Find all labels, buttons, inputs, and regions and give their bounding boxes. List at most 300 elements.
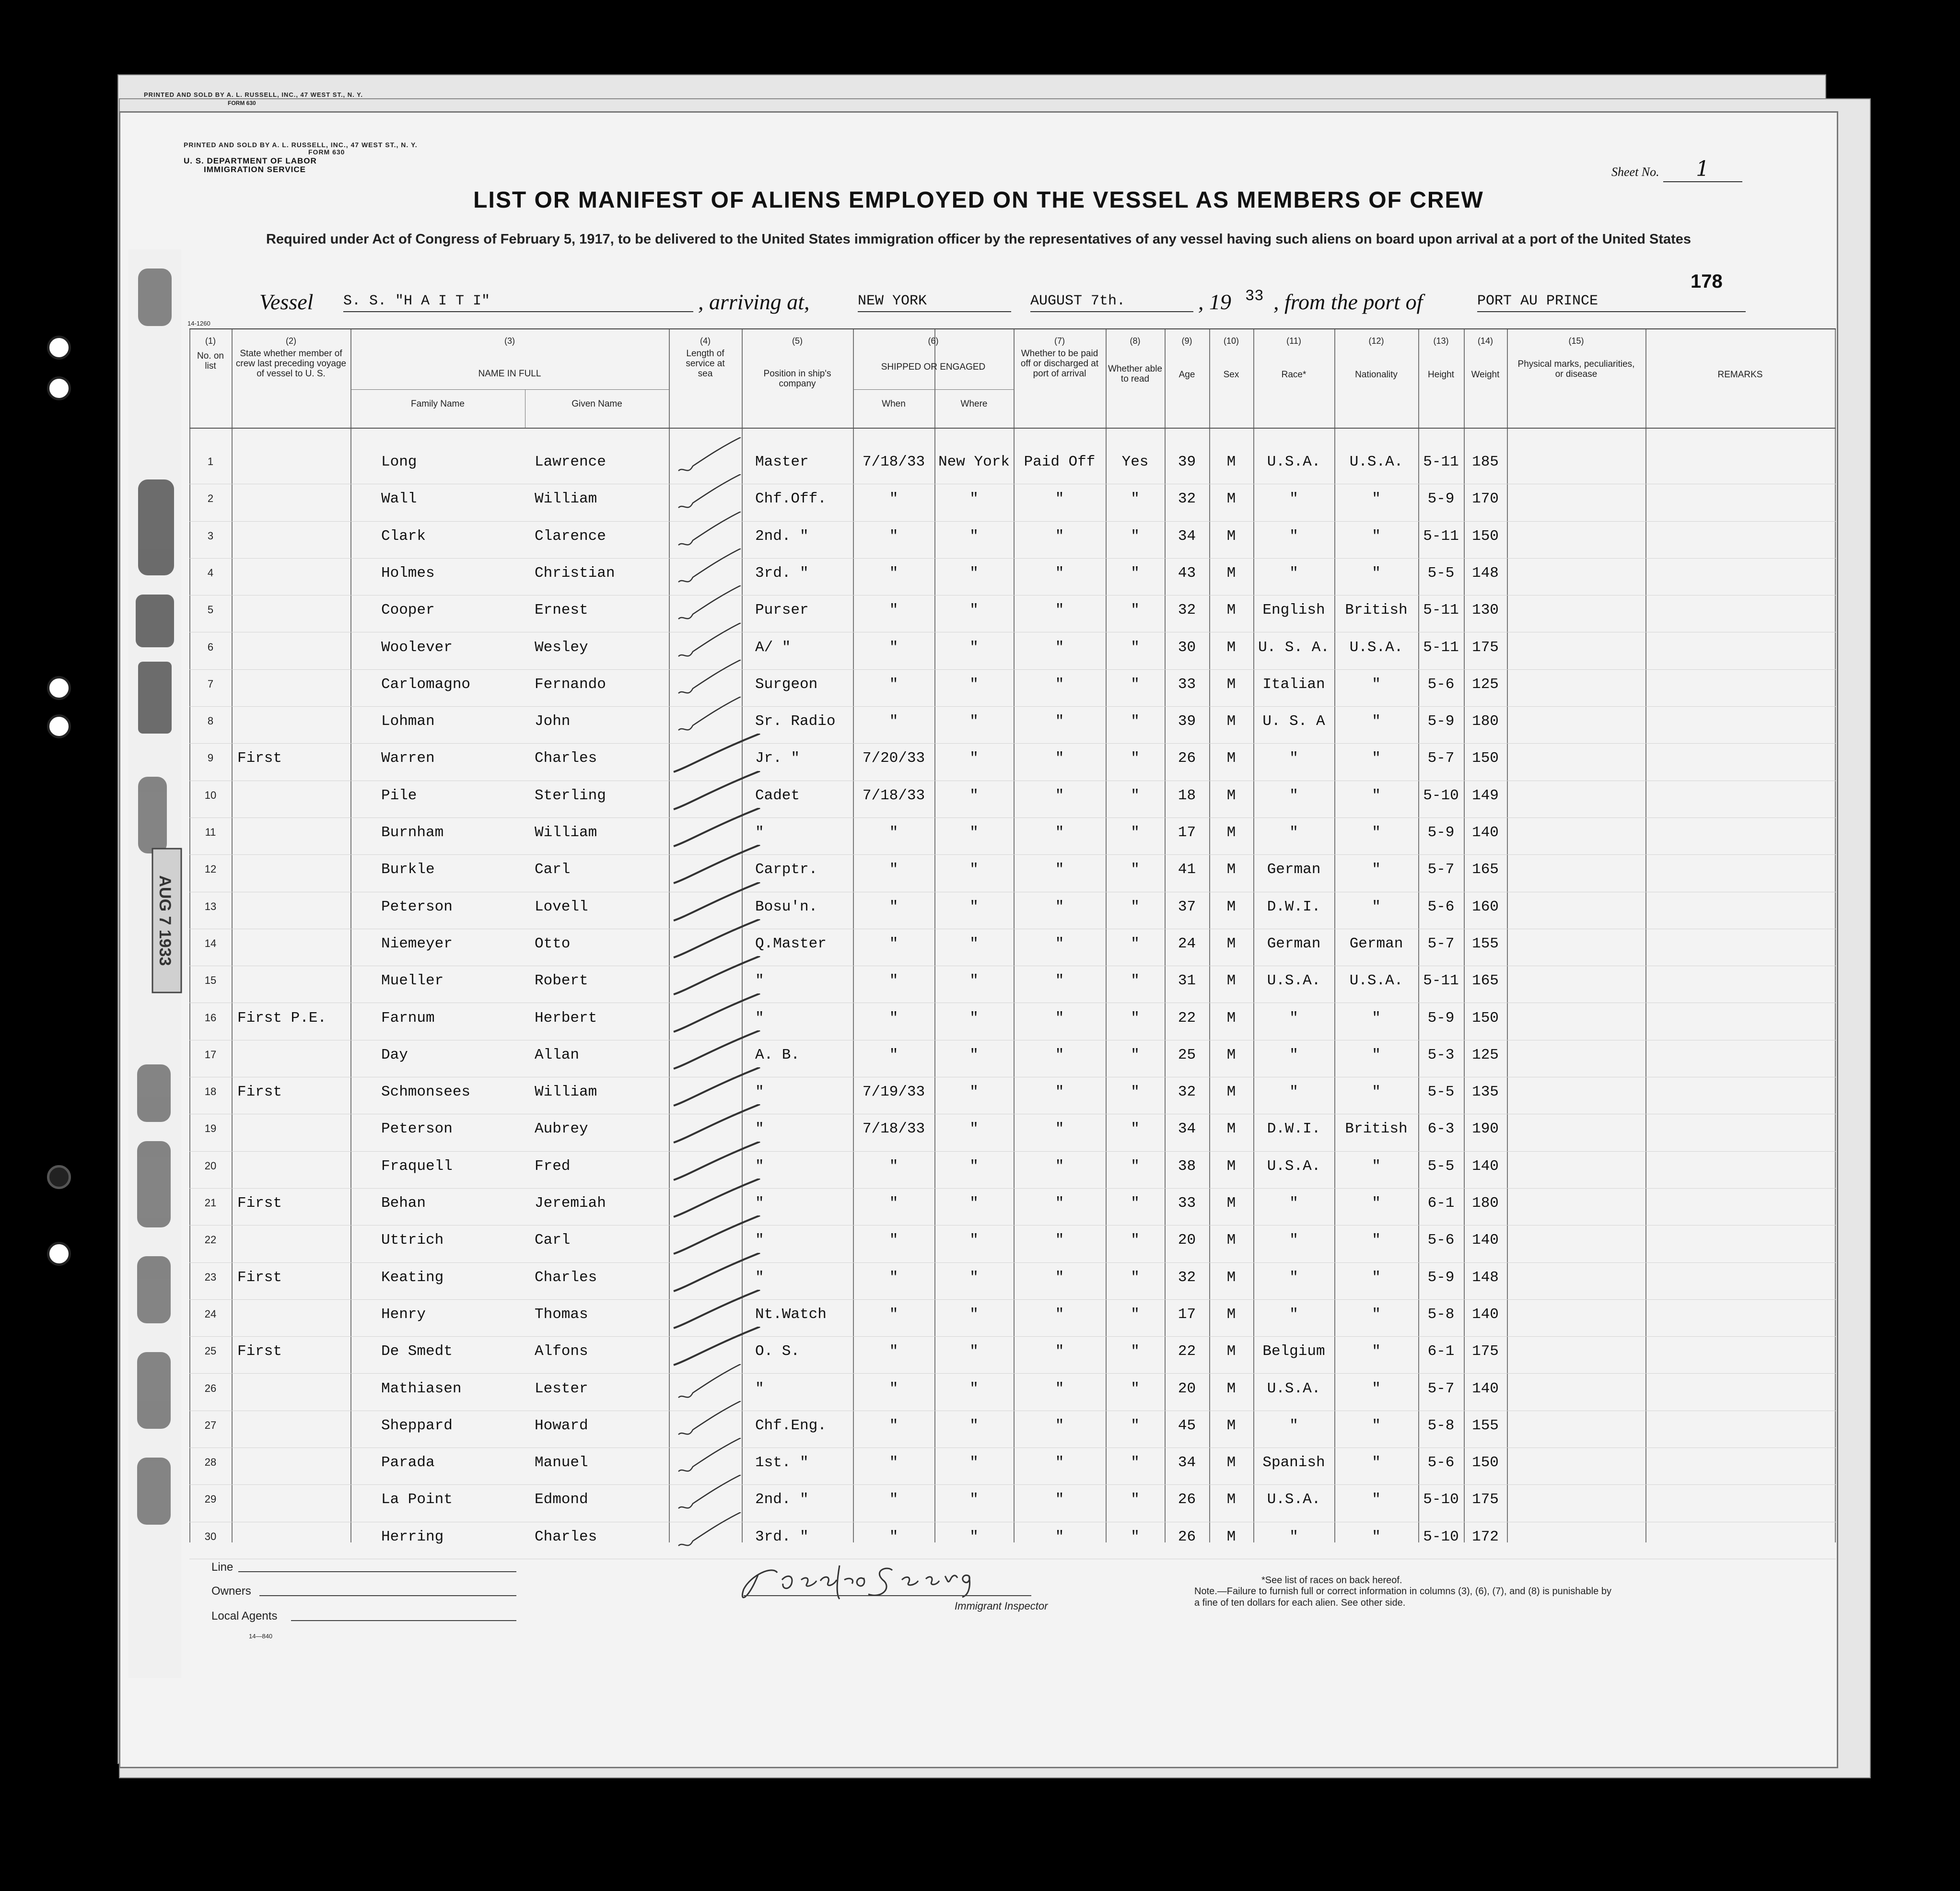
nationality-cell: " (1372, 1454, 1381, 1471)
race-cell: " (1289, 750, 1298, 767)
able-to-read-cell: " (1131, 972, 1140, 990)
height-cell: 6-3 (1427, 1121, 1455, 1138)
shipped-when-cell: " (889, 1195, 898, 1212)
table-row (189, 966, 1836, 1003)
sex-cell: M (1226, 824, 1236, 841)
age-cell: 33 (1178, 676, 1196, 693)
race-cell: D.W.I. (1267, 898, 1321, 915)
col-num-12: (12) (1368, 336, 1384, 346)
nationality-cell: " (1372, 898, 1381, 915)
arrival-date: AUGUST 7th. (1030, 293, 1193, 312)
table-row (189, 1040, 1836, 1077)
race-cell: Italian (1262, 676, 1325, 693)
table-row (189, 854, 1836, 892)
header-weight: Weight (1471, 370, 1500, 380)
weight-cell: 140 (1472, 1306, 1499, 1323)
line-label: Line (211, 1561, 233, 1574)
col-num-7: (7) (1054, 336, 1065, 346)
shipped-when-cell: " (889, 1232, 898, 1249)
col-num-4: (4) (700, 336, 711, 346)
age-cell: 20 (1178, 1380, 1196, 1397)
paid-off-cell: " (1055, 639, 1064, 656)
position-cell: " (755, 1009, 764, 1027)
height-cell: 6-1 (1427, 1195, 1455, 1212)
family-name-cell: Carlomagno (381, 676, 471, 693)
race-cell: " (1289, 1528, 1298, 1545)
nationality-cell: " (1372, 824, 1381, 841)
family-name-cell: Niemeyer (381, 935, 453, 952)
shipped-when-cell: " (889, 639, 898, 656)
family-name-cell: Peterson (381, 898, 453, 915)
able-to-read-cell: " (1131, 1528, 1140, 1545)
shipped-where-cell: " (969, 527, 979, 545)
punch-hole (47, 336, 71, 360)
height-cell: 5-5 (1427, 564, 1455, 582)
nationality-cell: " (1372, 1491, 1381, 1508)
row-number: 1 (207, 455, 214, 467)
paid-off-cell: " (1055, 750, 1064, 767)
paid-off-cell: " (1055, 1454, 1064, 1471)
family-name-cell: Pile (381, 787, 417, 804)
row-number: 8 (207, 715, 214, 727)
paid-off-cell: " (1055, 898, 1064, 915)
table-row (189, 781, 1836, 818)
age-cell: 31 (1178, 972, 1196, 990)
race-cell: " (1289, 1195, 1298, 1212)
race-cell: " (1289, 1084, 1298, 1101)
shipped-when-cell: " (889, 935, 898, 952)
given-name-cell: Allan (535, 1046, 580, 1063)
race-cell: " (1289, 1009, 1298, 1027)
height-cell: 5-10 (1423, 1491, 1459, 1508)
paid-off-cell: " (1055, 713, 1064, 730)
given-name-cell: Fred (535, 1157, 571, 1175)
paid-off-cell: " (1055, 1306, 1064, 1323)
col-num-13: (13) (1433, 336, 1449, 346)
age-cell: 38 (1178, 1157, 1196, 1175)
sex-cell: M (1226, 1306, 1236, 1323)
shipped-where-cell: " (969, 1084, 979, 1101)
shipped-where-cell: " (969, 1528, 979, 1545)
able-to-read-cell: " (1131, 490, 1140, 508)
height-cell: 5-7 (1427, 750, 1455, 767)
col-num-10: (10) (1223, 336, 1239, 346)
table-row (189, 595, 1836, 632)
height-cell: 5-6 (1427, 676, 1455, 693)
table-row (189, 558, 1836, 595)
given-name-cell: Fernando (535, 676, 606, 693)
sex-cell: M (1226, 935, 1236, 952)
header-rule (189, 428, 1836, 429)
weight-cell: 180 (1472, 713, 1499, 730)
sex-cell: M (1226, 861, 1236, 878)
from-port-label: , from the port of (1273, 290, 1423, 314)
header-shipped-engaged: SHIPPED OR ENGAGED (881, 362, 986, 372)
given-name-cell: Jeremiah (535, 1195, 606, 1212)
family-name-cell: Behan (381, 1195, 426, 1212)
header-length-of-service: Length of service at sea (686, 349, 725, 379)
table-row (189, 743, 1836, 781)
height-cell: 5-5 (1427, 1084, 1455, 1101)
state-cell: First (237, 1084, 282, 1101)
weight-cell: 175 (1472, 1491, 1499, 1508)
shipped-when-cell: " (889, 490, 898, 508)
row-number: 13 (204, 900, 217, 912)
family-name-cell: Burkle (381, 861, 435, 878)
shipped-when-cell: " (889, 1157, 898, 1175)
family-name-cell: Herring (381, 1528, 444, 1545)
sex-cell: M (1226, 490, 1236, 508)
shipped-when-cell: " (889, 602, 898, 619)
race-cell: " (1289, 1306, 1298, 1323)
able-to-read-cell: " (1131, 898, 1140, 915)
header-family-name: Family Name (411, 399, 465, 409)
printer-imprint (184, 141, 418, 156)
height-cell: 5-7 (1427, 935, 1455, 952)
position-cell: Jr. " (755, 750, 800, 767)
height-cell: 5-8 (1427, 1306, 1455, 1323)
header-state: State whether member of crew last preceding voyage of vessel to U. S. (235, 349, 347, 379)
sex-cell: M (1226, 1157, 1236, 1175)
paid-off-cell: " (1055, 935, 1064, 952)
nationality-cell: U.S.A. (1349, 972, 1403, 990)
given-name-cell: Lovell (535, 898, 588, 915)
family-name-cell: Mathiasen (381, 1380, 462, 1397)
paid-off-cell: " (1055, 676, 1064, 693)
height-cell: 5-9 (1427, 1009, 1455, 1027)
race-cell: " (1289, 1269, 1298, 1286)
nationality-cell: British (1345, 1121, 1408, 1138)
sex-cell: M (1226, 564, 1236, 582)
row-number: 27 (204, 1419, 217, 1431)
col-num-14: (14) (1477, 336, 1493, 346)
svg-text:AUG 7 1933: AUG 7 1933 (156, 875, 174, 966)
header-sex: Sex (1223, 370, 1239, 380)
given-name-cell: Herbert (535, 1009, 597, 1027)
position-cell: Carptr. (755, 861, 818, 878)
shipped-where-cell: " (969, 564, 979, 582)
family-name-cell: Mueller (381, 972, 444, 990)
age-cell: 39 (1178, 454, 1196, 470)
shipped-where-cell: " (969, 1380, 979, 1397)
paid-off-cell: " (1055, 787, 1064, 804)
paid-off-cell: " (1055, 527, 1064, 545)
header-when: When (882, 399, 906, 409)
given-name-cell: Aubrey (535, 1121, 588, 1138)
age-cell: 43 (1178, 564, 1196, 582)
position-cell: A. B. (755, 1046, 800, 1063)
paid-off-cell: " (1055, 1269, 1064, 1286)
paid-off-cell: " (1055, 1157, 1064, 1175)
shipped-where-cell: " (969, 898, 979, 915)
sex-cell: M (1226, 454, 1236, 470)
age-cell: 39 (1178, 713, 1196, 730)
height-cell: 5-11 (1423, 639, 1459, 656)
year-prefix: , 19 (1198, 290, 1231, 314)
header-physical-marks: Physical marks, peculiarities, or disease (1517, 359, 1635, 379)
given-name-cell: William (535, 1084, 597, 1101)
height-cell: 5-11 (1423, 972, 1459, 990)
height-cell: 5-11 (1423, 454, 1459, 470)
table-row (189, 521, 1836, 559)
year-suffix: 33 (1245, 287, 1264, 305)
col-num-3: (3) (504, 336, 515, 346)
row-number: 28 (204, 1456, 217, 1469)
able-to-read-cell: " (1131, 639, 1140, 656)
family-name-cell: Sheppard (381, 1417, 453, 1434)
local-agents-label: Local Agents (211, 1610, 278, 1623)
table-row (189, 817, 1836, 855)
family-name-cell: Long (381, 454, 417, 470)
paid-off-cell: " (1055, 1343, 1064, 1360)
race-cell: " (1289, 527, 1298, 545)
able-to-read-cell: " (1131, 1454, 1140, 1471)
row-number: 11 (205, 826, 216, 838)
punch-hole (47, 714, 71, 738)
able-to-read-cell: " (1131, 1084, 1140, 1101)
weight-cell: 150 (1472, 750, 1499, 767)
sex-cell: M (1226, 1269, 1236, 1286)
family-name-cell: Burnham (381, 824, 444, 841)
able-to-read-cell: " (1131, 1046, 1140, 1063)
nationality-cell: " (1372, 861, 1381, 878)
able-to-read-cell: " (1131, 750, 1140, 767)
sex-cell: M (1226, 1417, 1236, 1434)
shipped-where-cell: " (969, 1046, 979, 1063)
shipped-where-cell: " (969, 824, 979, 841)
shipped-when-cell: " (889, 1009, 898, 1027)
race-cell: " (1289, 564, 1298, 582)
header-paid-off: Whether to be paid off or discharged at port of arrival (1020, 349, 1099, 379)
state-cell: First (237, 1269, 282, 1286)
weight-cell: 150 (1472, 1009, 1499, 1027)
table-row (189, 632, 1836, 670)
punch-hole (47, 676, 71, 700)
vessel-label: Vessel (259, 290, 314, 314)
paid-off-cell: " (1055, 1009, 1064, 1027)
header-age: Age (1178, 370, 1195, 380)
race-cell: U.S.A. (1267, 454, 1321, 470)
position-cell: " (755, 1232, 764, 1249)
able-to-read-cell: " (1131, 935, 1140, 952)
weight-cell: 175 (1472, 639, 1499, 656)
position-cell: 2nd. " (755, 1491, 809, 1508)
shipped-where-cell: " (969, 750, 979, 767)
family-name-cell: Fraquell (381, 1157, 453, 1175)
nationality-cell: " (1372, 1306, 1381, 1323)
shipped-where-cell: New York (938, 454, 1010, 470)
shipped-when-cell: " (889, 861, 898, 878)
race-cell: U.S.A. (1267, 1157, 1321, 1175)
weight-cell: 140 (1472, 1232, 1499, 1249)
weight-cell: 149 (1472, 787, 1499, 804)
position-cell: 3rd. " (755, 564, 809, 582)
given-name-cell: Charles (535, 750, 597, 767)
weight-cell: 172 (1472, 1528, 1499, 1545)
row-number: 14 (204, 937, 217, 949)
shipped-when-cell: " (889, 1417, 898, 1434)
given-name-cell: Thomas (535, 1306, 588, 1323)
table-row (189, 1484, 1836, 1522)
row-number: 26 (204, 1382, 217, 1394)
state-cell: First (237, 1343, 282, 1360)
given-name-cell: Carl (535, 861, 571, 878)
age-cell: 30 (1178, 639, 1196, 656)
race-cell: " (1289, 824, 1298, 841)
weight-cell: 165 (1472, 861, 1499, 878)
height-cell: 5-11 (1423, 527, 1459, 545)
row-number: 30 (204, 1530, 217, 1542)
able-to-read-cell: " (1131, 787, 1140, 804)
nationality-cell: " (1372, 787, 1381, 804)
row-number: 10 (204, 789, 217, 801)
row-number: 3 (207, 529, 214, 542)
sex-cell: M (1226, 676, 1236, 693)
given-name-cell: Charles (535, 1528, 597, 1545)
paid-off-cell: " (1055, 602, 1064, 619)
nationality-cell: " (1372, 713, 1381, 730)
shipped-when-cell: " (889, 1306, 898, 1323)
table-row (189, 1411, 1836, 1448)
position-cell: Master (755, 454, 809, 470)
punch-hole (47, 1242, 71, 1266)
race-cell: " (1289, 1232, 1298, 1249)
shipped-where-cell: " (969, 1195, 979, 1212)
given-name-cell: Robert (535, 972, 588, 990)
department-header (184, 157, 317, 174)
age-cell: 34 (1178, 1454, 1196, 1471)
shipped-when-cell: 7/18/33 (862, 787, 925, 804)
sex-cell: M (1226, 639, 1236, 656)
height-cell: 5-9 (1427, 490, 1455, 508)
position-cell: " (755, 1380, 764, 1397)
given-name-cell: Clarence (535, 527, 606, 545)
race-cell: Spanish (1262, 1454, 1325, 1471)
nationality-cell: " (1372, 1343, 1381, 1360)
shipped-when-cell: " (889, 1343, 898, 1360)
weight-cell: 155 (1472, 1417, 1499, 1434)
nationality-cell: " (1372, 527, 1381, 545)
row-number: 17 (204, 1048, 217, 1061)
header-given-name: Given Name (572, 399, 622, 409)
nationality-cell: " (1372, 1195, 1381, 1212)
shipped-where-cell: " (969, 1306, 979, 1323)
paid-off-cell: " (1055, 1046, 1064, 1063)
weight-cell: 140 (1472, 1157, 1499, 1175)
col-num-8: (8) (1130, 336, 1141, 346)
race-cell: " (1289, 1046, 1298, 1063)
age-cell: 24 (1178, 935, 1196, 952)
paid-off-cell: " (1055, 1528, 1064, 1545)
local-agents-field (291, 1620, 516, 1621)
height-cell: 5-7 (1427, 1380, 1455, 1397)
shipped-where-cell: " (969, 676, 979, 693)
vessel-line (259, 289, 1755, 318)
row-number: 15 (204, 974, 217, 987)
shipped-when-cell: " (889, 972, 898, 990)
race-cell: German (1267, 861, 1321, 878)
col-num-1: (1) (205, 336, 216, 346)
row-number: 12 (204, 863, 217, 875)
family-name-cell: Parada (381, 1454, 435, 1471)
age-cell: 32 (1178, 1269, 1196, 1286)
nationality-cell: U.S.A. (1349, 639, 1403, 656)
table-row (189, 1299, 1836, 1337)
nationality-cell: " (1372, 1046, 1381, 1063)
given-name-cell: Sterling (535, 787, 606, 804)
table-row (189, 1151, 1836, 1189)
able-to-read-cell: " (1131, 1195, 1140, 1212)
form-number: FORM 630 (308, 148, 345, 156)
nationality-cell: " (1372, 676, 1381, 693)
able-to-read-cell: " (1131, 1157, 1140, 1175)
age-cell: 26 (1178, 1528, 1196, 1545)
paid-off-cell: " (1055, 1491, 1064, 1508)
nationality-cell: " (1372, 1157, 1381, 1175)
given-name-cell: Charles (535, 1269, 597, 1286)
row-number: 2 (207, 492, 214, 505)
height-cell: 5-7 (1427, 861, 1455, 878)
race-cell: English (1262, 602, 1325, 619)
sex-cell: M (1226, 1343, 1236, 1360)
nationality-cell: " (1372, 490, 1381, 508)
shipped-header-rule (853, 389, 1014, 390)
position-cell: Sr. Radio (755, 713, 836, 730)
shipped-when-cell: 7/19/33 (862, 1084, 925, 1101)
position-cell: O. S. (755, 1343, 800, 1360)
row-number: 20 (204, 1159, 217, 1172)
shipped-where-cell: " (969, 713, 979, 730)
table-row (189, 1336, 1836, 1374)
sex-cell: M (1226, 1009, 1236, 1027)
age-cell: 18 (1178, 787, 1196, 804)
weight-cell: 148 (1472, 564, 1499, 582)
given-name-cell: Howard (535, 1417, 588, 1434)
race-cell: " (1289, 1417, 1298, 1434)
race-cell: U.S.A. (1267, 972, 1321, 990)
nationality-cell: " (1372, 750, 1381, 767)
weight-cell: 165 (1472, 972, 1499, 990)
position-cell: A/ " (755, 639, 791, 656)
race-cell: U.S.A. (1267, 1491, 1321, 1508)
position-cell: 1st. " (755, 1454, 809, 1471)
sex-cell: M (1226, 972, 1236, 990)
given-name-cell: Lester (535, 1380, 588, 1397)
sheet-number-label: Sheet No. (1611, 165, 1659, 179)
shipped-where-cell: " (969, 1009, 979, 1027)
from-port: PORT AU PRINCE (1477, 293, 1746, 312)
stamp-number: 178 (1691, 271, 1723, 292)
side-date-stamp (152, 849, 181, 992)
line-field (238, 1571, 516, 1572)
row-number: 5 (207, 604, 214, 616)
family-name-cell: Holmes (381, 564, 435, 582)
weight-cell: 130 (1472, 602, 1499, 619)
header-position: Position in ship's company (763, 369, 831, 389)
paid-off-cell: " (1055, 861, 1064, 878)
able-to-read-cell: " (1131, 1009, 1140, 1027)
table-row (189, 1447, 1836, 1485)
able-to-read-cell: " (1131, 824, 1140, 841)
family-name-cell: Farnum (381, 1009, 435, 1027)
race-cell: " (1289, 490, 1298, 508)
able-to-read-cell: Yes (1121, 454, 1149, 470)
weight-cell: 125 (1472, 1046, 1499, 1063)
row-number: 22 (204, 1234, 217, 1246)
page-subtitle: Required under Act of Congress of February 5, 1917, to be delivered to the United States immigration officer by the representatives of any vessel having such aliens on board upon arrival at a port of the United States (266, 232, 1692, 247)
race-note: *See list of races on back hereof. (1261, 1575, 1402, 1586)
row-number: 9 (207, 752, 214, 764)
